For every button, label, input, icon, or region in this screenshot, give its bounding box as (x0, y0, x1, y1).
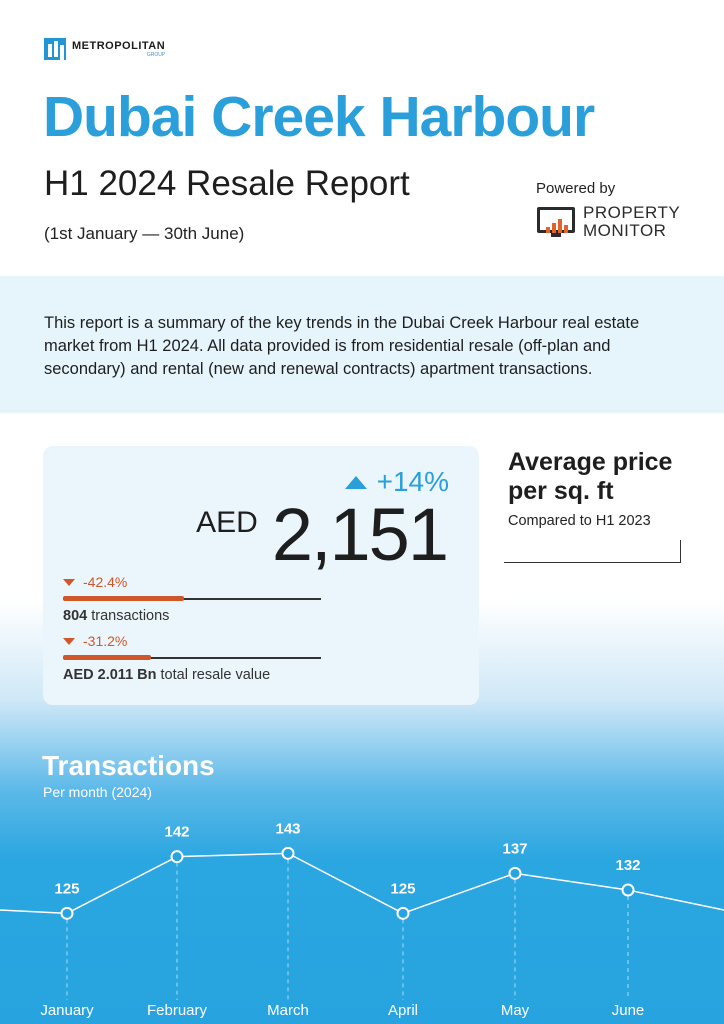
data-label: 125 (54, 880, 80, 898)
property-monitor-line1: PROPERTY (583, 203, 681, 222)
metric-label: transactions (91, 608, 170, 624)
metric-label: total resale value (160, 667, 271, 683)
average-price-compared: Compared to H1 2023 (508, 513, 651, 529)
metric-change: -42.4% (83, 574, 128, 590)
metric-bar-fill (63, 596, 184, 601)
divider-tick (680, 540, 681, 563)
metric-bar (63, 657, 321, 659)
building-icon (44, 38, 66, 60)
x-tick-label: April (387, 1002, 419, 1019)
metric-change: -31.2% (83, 633, 128, 649)
data-label: 132 (615, 857, 641, 874)
price-currency: AED (196, 506, 258, 539)
metric-transactions (63, 574, 321, 624)
metric-value: 804 (63, 608, 88, 624)
triangle-down-icon (63, 579, 75, 586)
report-title: Dubai Creek Harbour (43, 85, 595, 149)
price-change-value: +14% (376, 466, 449, 497)
x-tick-label: June (611, 1002, 645, 1019)
price-card (43, 446, 479, 705)
date-range: (1st January — 30th June) (44, 224, 245, 243)
data-label: 142 (164, 823, 190, 841)
data-point (172, 851, 183, 862)
intro-text: This report is a summary of the key trends in the Dubai Creek Harbour real estate market from H1 2024. All data provided is from residential resale (off-plan and secondary) and rental (new and renewal contracts) apartment transactions. (44, 314, 640, 378)
x-tick-label: May (500, 1002, 530, 1019)
data-point (283, 848, 294, 859)
monitor-chart-icon (537, 207, 575, 237)
metric-bar-fill (63, 655, 151, 660)
divider (504, 562, 681, 563)
metropolitan-logo (44, 38, 165, 60)
transactions-line-chart (0, 800, 724, 1024)
price-value: 2,151 (271, 493, 447, 576)
data-point (623, 885, 634, 896)
x-tick-label: February (146, 1002, 208, 1019)
data-point (398, 908, 409, 919)
property-monitor-logo (537, 204, 680, 240)
metric-resale-value (63, 633, 321, 683)
transactions-subtitle: Per month (2024) (43, 784, 152, 800)
transactions-title: Transactions (42, 750, 215, 781)
average-price-heading: Average price per sq. ft (508, 448, 673, 505)
data-label: 125 (390, 880, 416, 898)
triangle-up-icon (345, 476, 367, 489)
data-label: 137 (502, 840, 528, 858)
powered-by-label: Powered by (536, 180, 616, 197)
x-tick-label: March (267, 1002, 309, 1019)
triangle-down-icon (63, 638, 75, 645)
metric-bar (63, 598, 321, 600)
data-label: 143 (275, 820, 301, 838)
data-point (510, 868, 521, 879)
brand-sub: GROUP (146, 51, 166, 58)
report-subtitle: H1 2024 Resale Report (44, 164, 410, 203)
property-monitor-line2: MONITOR (583, 220, 667, 240)
price-value-row (196, 493, 447, 576)
metric-value: AED 2.011 Bn (63, 667, 157, 683)
brand-name: METROPOLITAN (72, 39, 166, 52)
x-tick-label: January (40, 1002, 94, 1019)
data-point (62, 908, 73, 919)
